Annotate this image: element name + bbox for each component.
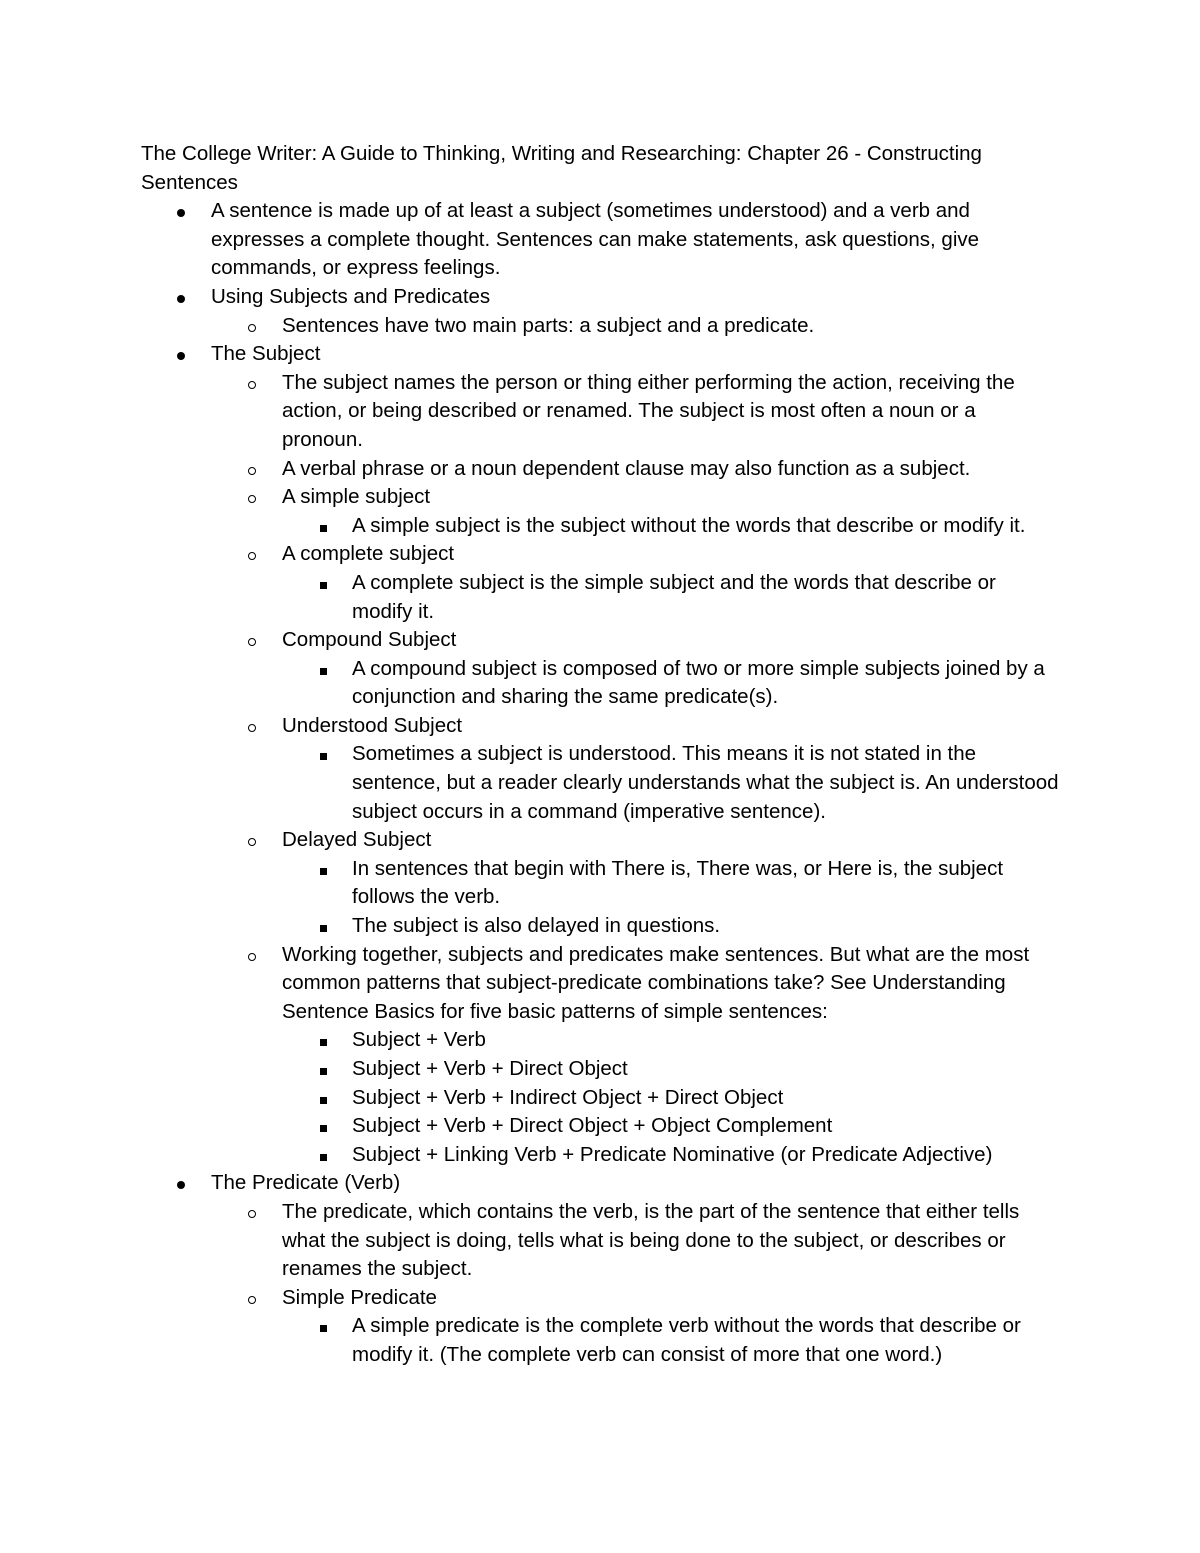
bullet-square-icon xyxy=(313,855,333,884)
list-item-text: A compound subject is composed of two or more simple subjects joined by a conjunction and sharing the same predicate(s). xyxy=(352,656,1045,709)
bullet-circle-icon xyxy=(242,826,262,855)
list-item xyxy=(141,1169,1061,1198)
list-item xyxy=(141,1312,1061,1369)
list-item-text: Simple Predicate xyxy=(282,1285,437,1309)
list-item xyxy=(141,912,1061,941)
bullet-circle-icon xyxy=(242,1284,262,1313)
list-item xyxy=(141,283,1061,312)
list-item xyxy=(141,483,1061,512)
bullet-circle-icon xyxy=(242,455,262,484)
list-item xyxy=(141,540,1061,569)
document-content xyxy=(141,140,1061,1370)
list-item-text: The predicate, which contains the verb, is the part of the sentence that either tells what the subject is doing, tells what is being done to the subject, or describes or renames the subject. xyxy=(282,1199,1020,1281)
list-item xyxy=(141,455,1061,484)
list-item xyxy=(141,626,1061,655)
list-item-text: Using Subjects and Predicates xyxy=(211,284,491,308)
list-item xyxy=(141,855,1061,912)
list-item-text: The Predicate (Verb) xyxy=(211,1171,401,1195)
list-item-text: Sentences have two main parts: a subject and a predicate. xyxy=(282,313,815,337)
list-item-text: Subject + Verb xyxy=(352,1028,486,1052)
list-item xyxy=(141,1284,1061,1313)
bullet-square-icon xyxy=(313,1141,333,1170)
list-item xyxy=(141,941,1061,1027)
outline-list xyxy=(141,197,1061,1369)
list-item-text: Subject + Verb + Indirect Object + Direct Object xyxy=(352,1085,784,1109)
bullet-square-icon xyxy=(313,740,333,769)
bullet-square-icon xyxy=(313,1112,333,1141)
list-item xyxy=(141,712,1061,741)
bullet-circle-icon xyxy=(242,941,262,970)
list-item xyxy=(141,197,1061,283)
bullet-circle-icon xyxy=(242,540,262,569)
bullet-circle-icon xyxy=(242,312,262,341)
bullet-square-icon xyxy=(313,1084,333,1113)
list-item xyxy=(141,655,1061,712)
bullet-circle-icon xyxy=(242,369,262,398)
list-item-text: Understood Subject xyxy=(282,713,463,737)
bullet-circle-icon xyxy=(242,626,262,655)
list-item-text: In sentences that begin with There is, There was, or Here is, the subject follows the verb. xyxy=(352,856,1004,909)
list-item xyxy=(141,369,1061,455)
bullet-square-icon xyxy=(313,912,333,941)
list-item-text: A verbal phrase or a noun dependent clause may also function as a subject. xyxy=(282,456,971,480)
bullet-square-icon xyxy=(313,1055,333,1084)
list-item-text: Working together, subjects and predicates make sentences. But what are the most common patterns that subject-predicate combinations take? See Understanding Sentence Basics for five basic patterns of simple sentences: xyxy=(282,942,1030,1023)
list-item-text: A sentence is made up of at least a subject (sometimes understood) and a verb and expresses a complete thought. Sentences can make statements, ask questions, give commands, or express feelings. xyxy=(211,199,980,280)
list-item-text: A complete subject xyxy=(282,542,455,566)
list-item xyxy=(141,340,1061,369)
list-item xyxy=(141,1112,1061,1141)
list-item xyxy=(141,569,1061,626)
bullet-circle-icon xyxy=(242,483,262,512)
list-item-text: A simple subject xyxy=(282,485,431,509)
list-item xyxy=(141,1084,1061,1113)
list-item xyxy=(141,1198,1061,1284)
bullet-square-icon xyxy=(313,655,333,684)
list-item-text: Sometimes a subject is understood. This means it is not stated in the sentence, but a reader clearly understands what the subject is. An understood subject occurs in a command (imperative sentence). xyxy=(352,742,1059,823)
list-item-text: The subject names the person or thing either performing the action, receiving the action, or being described or renamed. The subject is most often a noun or a pronoun. xyxy=(282,370,1015,451)
list-item xyxy=(141,740,1061,826)
bullet-circle-icon xyxy=(242,1198,262,1227)
bullet-disc-icon xyxy=(171,340,191,369)
list-item-text: Subject + Verb + Direct Object + Object Complement xyxy=(352,1114,833,1138)
list-item-text: A simple predicate is the complete verb without the words that describe or modify it. (The complete verb can consist of more that one word.) xyxy=(352,1314,1021,1366)
bullet-square-icon xyxy=(313,1312,333,1341)
list-item xyxy=(141,512,1061,541)
bullet-disc-icon xyxy=(171,283,191,312)
list-item-text: A simple subject is the subject without the words that describe or modify it. xyxy=(352,513,1026,537)
list-item-text: Subject + Linking Verb + Predicate Nominative (or Predicate Adjective) xyxy=(352,1142,993,1166)
list-item-text: The Subject xyxy=(211,342,321,366)
bullet-circle-icon xyxy=(242,712,262,741)
list-item-text: Compound Subject xyxy=(282,628,457,652)
list-item xyxy=(141,312,1061,341)
bullet-square-icon xyxy=(313,512,333,541)
list-item-text: The subject is also delayed in questions. xyxy=(352,914,721,938)
bullet-disc-icon xyxy=(171,1169,191,1198)
bullet-square-icon xyxy=(313,1026,333,1055)
list-item xyxy=(141,1026,1061,1055)
list-item-text: A complete subject is the simple subject and the words that describe or modify it. xyxy=(352,570,996,623)
list-item xyxy=(141,826,1061,855)
list-item-text: Delayed Subject xyxy=(282,828,432,852)
list-item xyxy=(141,1141,1061,1170)
list-item xyxy=(141,1055,1061,1084)
bullet-disc-icon xyxy=(171,197,191,226)
document-title: The College Writer: A Guide to Thinking, Writing and Researching: Chapter 26 - Constructing Sentences xyxy=(141,142,982,194)
list-item-text: Subject + Verb + Direct Object xyxy=(352,1057,628,1080)
bullet-square-icon xyxy=(313,569,333,598)
